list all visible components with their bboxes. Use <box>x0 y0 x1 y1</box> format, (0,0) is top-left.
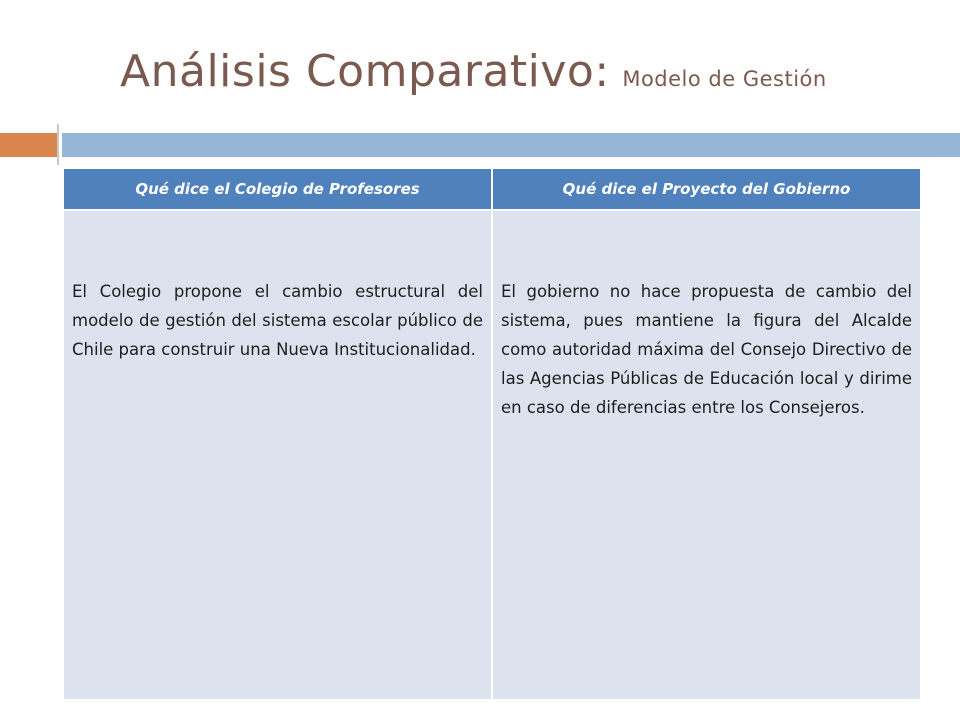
accent-bar-orange <box>0 133 57 157</box>
title-main: Análisis Comparativo: <box>120 46 610 97</box>
cell-gobierno: El gobierno no hace propuesta de cambio del sistema, pues mantiene la figura del Alcalde como autoridad máxima del Consejo Directivo de las Agencias Públicas de Educación local y dirime en caso de diferencias entre los Consejeros. <box>492 210 920 699</box>
table-header-row <box>64 169 920 210</box>
header-colegio: Qué dice el Colegio de Profesores <box>64 169 492 210</box>
cell-colegio: El Colegio propone el cambio estructural del modelo de gestión del sistema escolar público de Chile para construir una Nueva Institucionalidad. <box>64 210 492 699</box>
header-gobierno: Qué dice el Proyecto del Gobierno <box>492 169 920 210</box>
table-row <box>64 210 920 699</box>
title-subtitle: Modelo de Gestión <box>622 67 827 91</box>
accent-divider <box>57 124 59 165</box>
comparison-table <box>64 169 920 699</box>
accent-bar-blue <box>62 133 960 157</box>
slide-title <box>120 46 827 97</box>
